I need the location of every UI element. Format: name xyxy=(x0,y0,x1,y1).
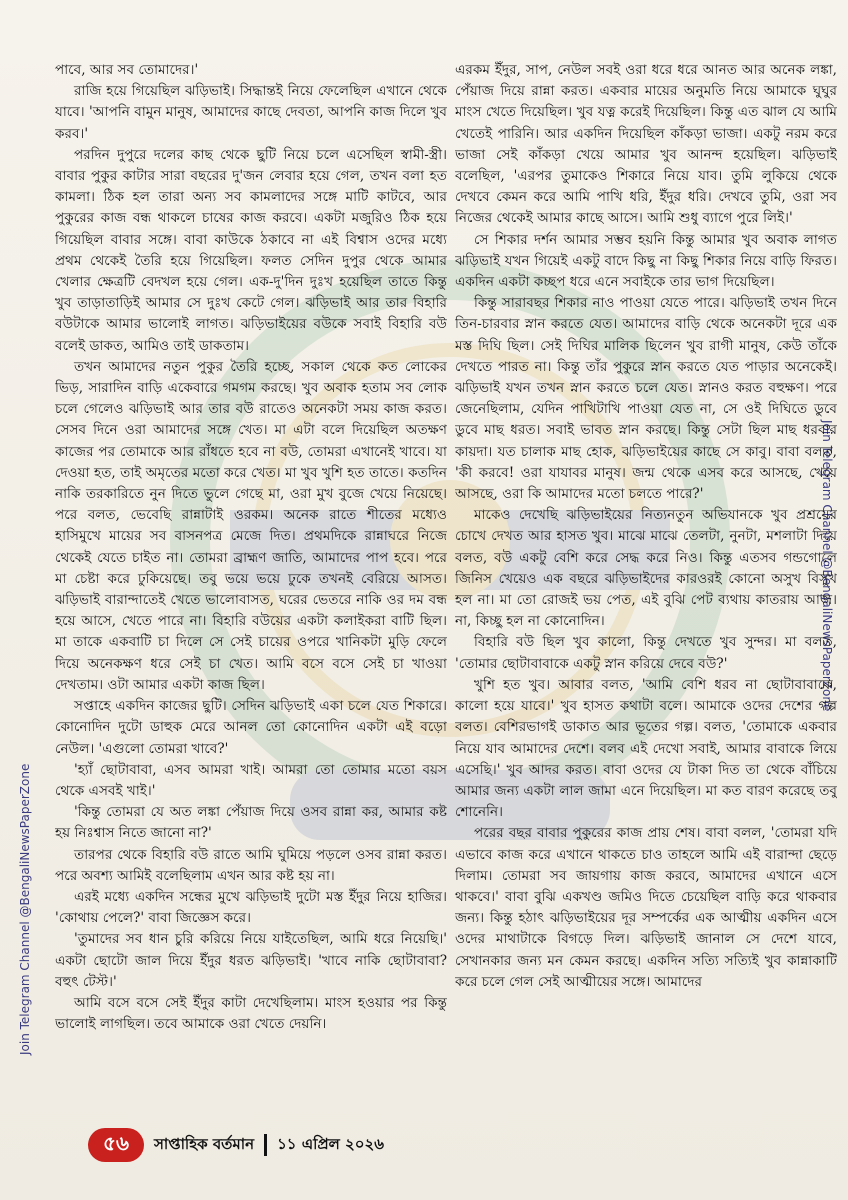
paragraph: আমি বসে বসে সেই ইঁদুর কাটা দেখেছিলাম। মাংস হওয়ার পর কিন্তু ভালোই লাগছিল। তবে আমাকে ওরা খেতে দেয়নি। xyxy=(55,994,447,1033)
paragraph: কিন্তু সারাবছর শিকার নাও পাওয়া যেতে পারে। ঝড়িভাই তখন দিনে তিন-চারবার স্নান করতে যেত। আমাদের বাড়ি থেকে অনেকটা দূরে এক মস্ত দিঘি ছিল। সেই দিঘির মালিক ছিলেন খুব রাগী মানুষ, কেউ তাঁকে দেখতে পারত না। কিন্তু তাঁর পুকুরে স্নান করতে যেত পাড়ার অনেকেই। ঝড়িভাই যখন তখন স্নান করতে চলে যেত। স্নানও করত বহুক্ষণ। পরে জেনেছিলাম, যেদিন পাখিটাখি পাওয়া যেত না, সে ওই দিঘিতে ডুবে ডুবে মাছ ধরত। সবাই ভাবত স্নান করছে। কিন্তু সেটা ছিল মাছ ধরবার কায়দা। যত চালাক মাছ হোক, ঝড়িভাইয়ের কাছে সে কাবু। বাবা বলত, 'কী করবে! ওরা যাযাবর মানুষ। জন্ম থেকে এসব করে আসছে, খেয়ে আসছে, ওরা কি আমাদের মতো চলতে পারে?' xyxy=(455,295,837,503)
paragraph: 'হ্যাঁ ছোটাবাবা, এসব আমরা খাই। আমরা তো তোমার মতো বয়স থেকে এসবই খাই।' xyxy=(55,761,447,799)
paragraph: এরকম ইঁদুর, সাপ, নেউল সবই ওরা ধরে ধরে আনত আর অনেক লঙ্কা, পেঁয়াজ দিয়ে রান্না করত। একবার মায়ের অনুমতি নিয়ে আমাকে ঘুঘুর মাংস খেতে দিয়েছিল। খুব যত্ন করেই দিয়েছিল। কিন্তু এত ঝাল যে আমি খেতেই পারিনি। আর একদিন দিয়েছিল কাঁকড়া ভাজা। একটু নরম করে ভাজা সেই কাঁকড়া খেয়ে আমার খুব আনন্দ হয়েছিল। ঝড়িভাই বলেছিল, 'এরপর তুমাকেও শিকারে নিয়ে যাব। তুমি লুকিয়ে থেকে দেখবে কেমন করে আমি পাখি ধরি, ইঁদুর ধরি। দেখবে তুমি, ওরা সব নিজের থেকেই আমার কাছে আসে। আমি শুধু ব্যাগে পুরে লিই।' xyxy=(455,62,837,227)
paragraph: খুশি হত খুব। আবার বলত, 'আমি বেশি ধরব না ছোটাবাবাকে, কালো হয়ে যাবে।' খুব হাসত কথাটা বলে। আমাকে ওদের দেশের গল্প বলত। বেশিরভাগই ডাকাত আর ভূতের গল্প। বলত, 'তোমাকে একবার নিয়ে যাব আমাদের দেশে। বলব এই দেখো সবাই, আমার বাবাকে লিয়ে এসেছি।' খুব আদর করত। বাবা ওদের যে টাকা দিত তা থেকে বাঁচিয়ে আমার জন্য একটা লাল জামা এনে দিয়েছিল। মা কত বারণ করেছে তবু শোনেনি। xyxy=(455,676,837,821)
magazine-name: সাপ্তাহিক বর্তমান xyxy=(154,1134,255,1153)
telegram-channel-note-left: Join Telegram Channel @BengaliNewsPaperZone xyxy=(18,763,32,1055)
footer-divider xyxy=(264,1134,267,1156)
issue-date: ১১ এপ্রিল ২০২৬ xyxy=(277,1134,385,1153)
paragraph: 'তুমাদের সব ধান চুরি করিয়ে নিয়ে যাইতেছিল, আমি ধরে নিয়েছি।' একটা ছোটো জাল দিয়ে ইঁদুর ধরত ঝড়িভাই। 'খাবে নাকি ছোটাবাবা? বহুৎ টেস্ট।' xyxy=(55,931,447,990)
page-number-badge: ৫৬ xyxy=(88,1128,144,1162)
telegram-channel-note-right: Join Telegram Channel @BengaliNewsPaperZone xyxy=(820,420,834,712)
paragraph: তখন আমাদের নতুন পুকুর তৈরি হচ্ছে, সকাল থেকে কত লোকের ভিড়, সারাদিন বাড়ি একেবারে গমগম করছে। খুব অবাক হতাম সব লোক চলে গেলেও ঝড়িভাই আর তার বউ রাতেও অনেকটা সময় কাজ করত। সেসব দিনে ওরা আমাদের সঙ্গে খেত। মা এটা বলে দিয়েছিল অতক্ষণ কাজের পর তোমাকে আর রাঁধতে হবে না বউ, তোমরা এখানেই খাবে। যা দেওয়া হত, তাই অমৃতের মতো করে খেত। মা খুব খুশি হত তাতে। কতদিন নাকি তরকারিতে নুন দিতে ভুলে গেছে মা, ওরা মুখ বুজে খেয়ে নিয়েছে। পরে বলত, ভেবেছি রান্নাটাই ওরকম। অনেক রাতে শীতের মধ্যেও হাসিমুখে মায়ের সব বাসনপত্র মেজে দিত। প্রথমদিকে রান্নাঘরে নিজে থেকেই যেতে চাইত না। তোমরা ব্রাহ্মণ জাতি, আমাদের পাপ হবে। পরে মা চেষ্টা করে ঢুকিয়েছে। তবু ভয়ে ভয়ে ঢুকে তখনই বেরিয়ে আসত। ঝড়িভাই বারান্দাতেই খেতে ভালোবাসত, ঘরের ভেতরে নাকি ওর দম বন্ধ হয়ে আসে, খেতে পারে না। বিহারি বউয়ের একটা কলাইকরা বাটি ছিল। মা তাকে একবাটি চা দিলে সে সেই চায়ের ওপরে খানিকটা মুড়ি ফেলে দিয়ে অনেকক্ষণ ধরে সেই চা খেত। আমি বসে বসে সেই চা খাওয়া দেখতাম। ওটা আমার একটা কাজ ছিল। xyxy=(55,358,447,693)
paragraph: সপ্তাহে একদিন কাজের ছুটি। সেদিন ঝড়িভাই একা চলে যেত শিকারে। কোনোদিন দুটো ডাহুক মেরে আনল তো কোনোদিন একটা এই বড়ো নেউল। 'এগুলো তোমরা খাবে?' xyxy=(55,698,447,757)
paragraph: পরদিন দুপুরে দলের কাছ থেকে ছুটি নিয়ে চলে এসেছিল স্বামী-স্ত্রী। বাবার পুকুর কাটার সারা বছরের দু'জন লেবার হয়ে গেল, তখন বলা হত কামলা। ঠিক হল তারা অন্য সব কামলাদের সঙ্গে মাটি কাটবে, আর পুকুরের কাজ বন্ধ থাকলে চাষের কাজ করবে। একটা মজুরিও ঠিক হয়ে গিয়েছিল বাবার সঙ্গে। বাবা কাউকে ঠকাবে না এই বিশ্বাস ওদের মধ্যে প্রথম থেকেই তৈরি হয়ে গিয়েছিল। ফলত সেদিন দুপুর থেকে আমার খেলার ক্ষেত্রটি বেদখল হয়ে গেল। এক-দু'দিন দুঃখ হয়েছিল তাতে কিন্তু খুব তাড়াতাড়িই আমার সে দুঃখ কেটে গেল। ঝড়িভাই আর তার বিহারি বউটাকে আমার ভালোই লাগত। ঝড়িভাইয়ের বউকে সবাই বিহারি বউ বলেই ডাকত, আমিও তাই ডাকতাম। xyxy=(55,146,447,354)
page-footer xyxy=(88,1128,384,1162)
paragraph: রাজি হয়ে গিয়েছিল ঝড়িভাই। সিদ্ধান্তই নিয়ে ফেলেছিল এখানে থেকে যাবে। 'আপনি বামুন মানুষ, আমাদের কাছে দেবতা, আপনি কাজ দিলে খুব করব।' xyxy=(55,83,447,142)
paragraph: সে শিকার দর্শন আমার সম্ভব হয়নি কিন্তু আমার খুব অবাক লাগত ঝড়িভাই যখন গিয়েই একটু বাদে কিছু না কিছু শিকার নিয়ে বাড়ি ফিরত। একদিন একটা কচ্ছপ ধরে এনে সবাইকে তার ভাগ দিয়েছিল। xyxy=(455,231,837,291)
left-text-column xyxy=(55,60,447,1120)
paragraph: 'কিন্তু তোমরা যে অত লঙ্কা পেঁয়াজ দিয়ে ওসব রান্না কর, আমার কষ্ট হয় নিঃশ্বাস নিতে জানো না?' xyxy=(55,804,447,842)
paragraph: বিহারি বউ ছিল খুব কালো, কিন্তু দেখতে খুব সুন্দর। মা বলত, 'তোমার ছোটাবাবাকে একটু স্নান করিয়ে দেবে বউ?' xyxy=(455,634,837,672)
right-text-column xyxy=(455,60,837,1120)
paragraph: পাবে, আর সব তোমাদের।' xyxy=(55,62,199,78)
paragraph: এরই মধ্যে একদিন সন্ধের মুখে ঝড়িভাই দুটো মস্ত ইঁদুর নিয়ে হাজির। 'কোথায় পেলে?' বাবা জিজ্ঞেস করে। xyxy=(55,888,447,927)
paragraph: পরের বছর বাবার পুকুরের কাজ প্রায় শেষ। বাবা বলল, 'তোমরা যদি এভাবে কাজ করে এখানে থাকতে চাও তাহলে আমি এই বারান্দা ছেড়ে দিলাম। তোমরা সব জায়গায় কাজ করবে, আমাদের এখানে এসে থাকবে।' বাবা বুঝি একখণ্ড জমিও দিতে চেয়েছিল বাড়ি করে থাকবার জন্য। কিন্তু হঠাৎ ঝড়িভাইয়ের দূর সম্পর্কের এক আত্মীয় একদিন এসে ওদের মাথাটাকে বিগড়ে দিল। ঝড়িভাই জানাল সে দেশে যাবে, সেখানকার জন্য মন কেমন করছে। একদিন সত্যি সত্যিই খুব কান্নাকাটি করে চলে গেল সেই আত্মীয়ের সঙ্গে। আমাদের xyxy=(455,825,837,990)
paragraph: মাকেও দেখেছি ঝড়িভাইয়ের নিত্যনতুন অভিযানকে খুব প্রশ্রয়ের চোখে দেখত আর হাসত খুব। মাঝে মাঝে তেলটা, নুনটা, মশলাটা দিয়ে বলত, বউ একটু বেশি করে সেদ্ধ করে নিও। কিন্তু এতসব গন্ডগোলে জিনিস খেয়েও এক বছরে ঝড়িভাইদের কারওরই কোনো অসুখ বিসুখ হল না। মা তো রোজই ভয় পেত, এই বুঝি পেট ব্যথায় কাতরায় আজ। না, কিচ্ছু হল না কোনোদিন। xyxy=(455,507,837,630)
paragraph: তারপর থেকে বিহারি বউ রাতে আমি ঘুমিয়ে পড়লে ওসব রান্না করত। পরে অবশ্য আমিই বলেছিলাম এখন আর কষ্ট হয় না। xyxy=(55,846,447,884)
